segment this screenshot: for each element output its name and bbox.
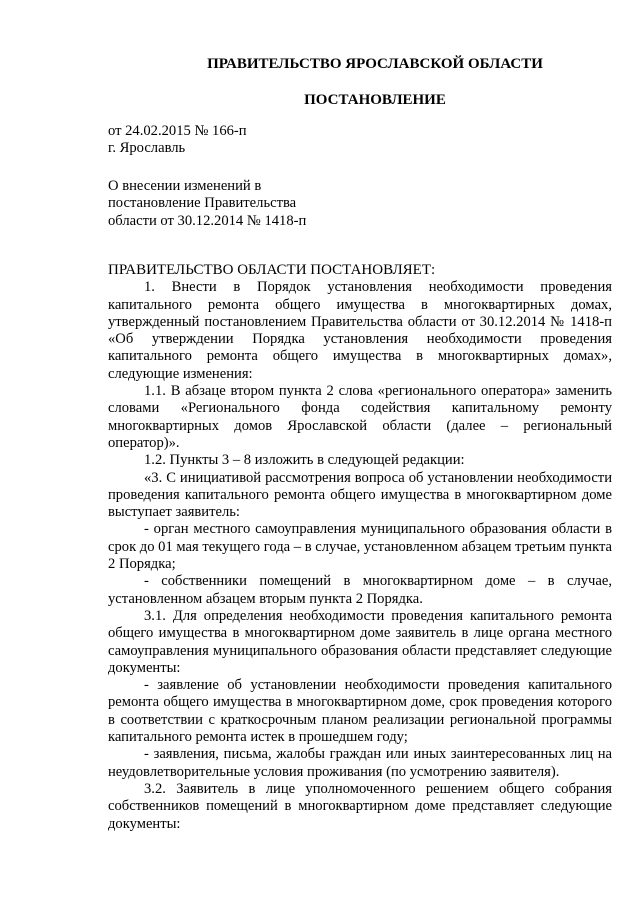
document-body <box>108 262 612 833</box>
government-heading: ПРАВИТЕЛЬСТВО ЯРОСЛАВСКОЙ ОБЛАСТИ <box>207 56 543 72</box>
document-meta <box>108 123 408 158</box>
subject-line: постановление Правительства <box>108 195 297 212</box>
resolution-lead: ПРАВИТЕЛЬСТВО ОБЛАСТИ ПОСТАНОВЛЯЕТ: <box>108 262 436 278</box>
paragraph: 1.1. В абзаце втором пункта 2 слова «регионального оператора» заменить словами «Регионального фонда содействия капитальному ремонту многоквартирных домов Ярославской области (далее – региональный оператор)». <box>108 383 612 451</box>
city: г. Ярославль <box>108 140 186 157</box>
paragraph: - заявления, письма, жалобы граждан или иных заинтересованных лиц на неудовлетворительные условия проживания (по усмотрению заявителя). <box>108 746 612 780</box>
paragraph: - орган местного самоуправления муниципального образования области в срок до 01 мая текущего года – в случае, установленном абзацем третьим пункта 2 Порядка; <box>108 521 613 573</box>
paragraph: 1.2. Пункты 3 – 8 изложить в следующей редакции: <box>144 452 465 469</box>
paragraph: 3.2. Заявитель в лице уполномоченного решением общего собрания собственников помещений в многоквартирном доме представляет следующие документы: <box>108 780 612 832</box>
date-number: от 24.02.2015 № 166-п <box>108 123 247 139</box>
paragraph: - заявление об установлении необходимости проведения капитального ремонта общего имущества в многоквартирном доме, срок проведения которого в соответствии с краткосрочным планом реализации региональной программы капитального ремонта истек в прошедшем году; <box>108 677 612 746</box>
decree-heading: ПОСТАНОВЛЕНИЕ <box>304 92 446 108</box>
paragraph: 3.1. Для определения необходимости проведения капитального ремонта общего имущества в многоквартирном доме заявитель в лице органа местного самоуправления муниципального образования области представляет следующие документы: <box>108 607 612 676</box>
paragraph: - собственники помещений в многоквартирном доме – в случае, установленном абзацем вторым пункта 2 Порядка. <box>108 573 612 607</box>
subject-line: О внесении изменений в <box>108 178 262 194</box>
paragraph: 1. Внести в Порядок установления необходимости проведения капитального ремонта общего имущества в многоквартирных домах, утвержденный постановлением Правительства области от 30.12.2014 № 1418-п «Об утверждении Порядка установления необходимости проведения капитального ремонта общего имущества в многоквартирных домах», следующие изменения: <box>108 279 612 382</box>
paragraph: «3. С инициативой рассмотрения вопроса об установлении необходимости проведения капитального ремонта общего имущества в многоквартирном доме выступает заявитель: <box>108 469 612 521</box>
subject-line: области от 30.12.2014 № 1418-п <box>108 212 307 229</box>
document-subject <box>108 178 408 230</box>
